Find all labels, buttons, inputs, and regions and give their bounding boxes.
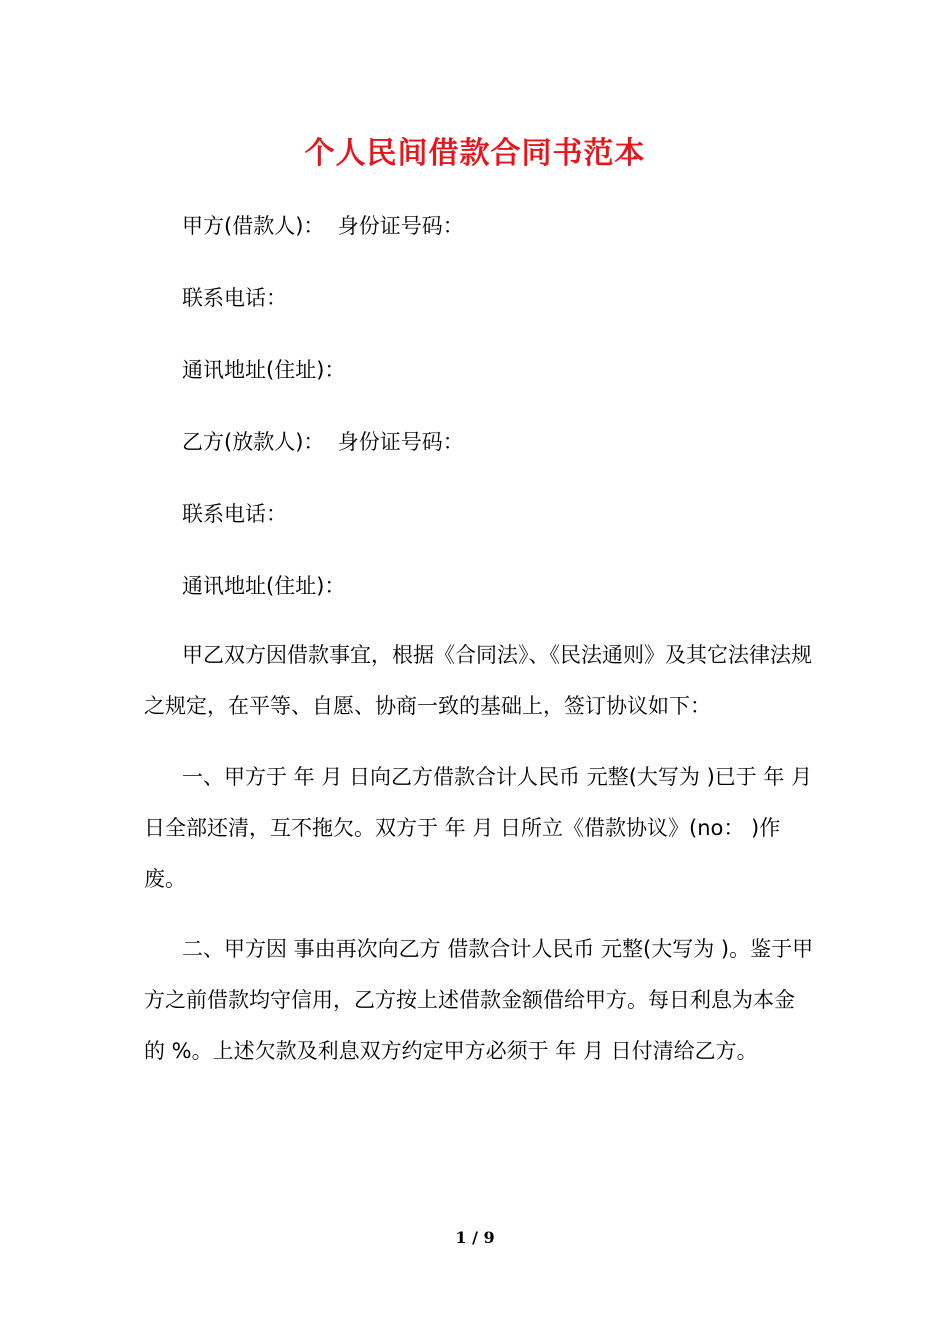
party-b-address: 通讯地址(住址)： xyxy=(182,574,346,598)
paragraph-clause-2: 二、甲方因 事由再次向乙方 借款合计人民币 元整(大写为 )。鉴于甲方之前借款均守信用，乙方按上述借款金额借给甲方。每日利息为本金的 %。上述欠款及利息双方约定甲方必须于 年 月 日付清给乙方。 xyxy=(144,937,814,1063)
paragraph-clause-1: 一、甲方于 年 月 日向乙方借款合计人民币 元整(大写为 )已于 年 月 日全部还清，互不拖欠。双方于 年 月 日所立《借款协议》(no： )作废。 xyxy=(144,765,813,891)
party-a-name-id: 甲方(借款人)： 身份证号码： xyxy=(182,214,464,238)
party-b-phone: 联系电话： xyxy=(182,502,287,526)
document-title: 个人民间借款合同书范本 xyxy=(304,136,646,171)
paragraph-preamble: 甲乙双方因借款事宜，根据《合同法》、《民法通则》及其它法律法规之规定，在平等、自愿、协商一致的基础上，签订协议如下： xyxy=(144,643,812,718)
page-number: 1 / 9 xyxy=(455,1228,495,1247)
party-a-address: 通讯地址(住址)： xyxy=(182,358,346,382)
party-a-phone: 联系电话： xyxy=(182,286,287,310)
party-b-name-id: 乙方(放款人)： 身份证号码： xyxy=(182,430,464,454)
